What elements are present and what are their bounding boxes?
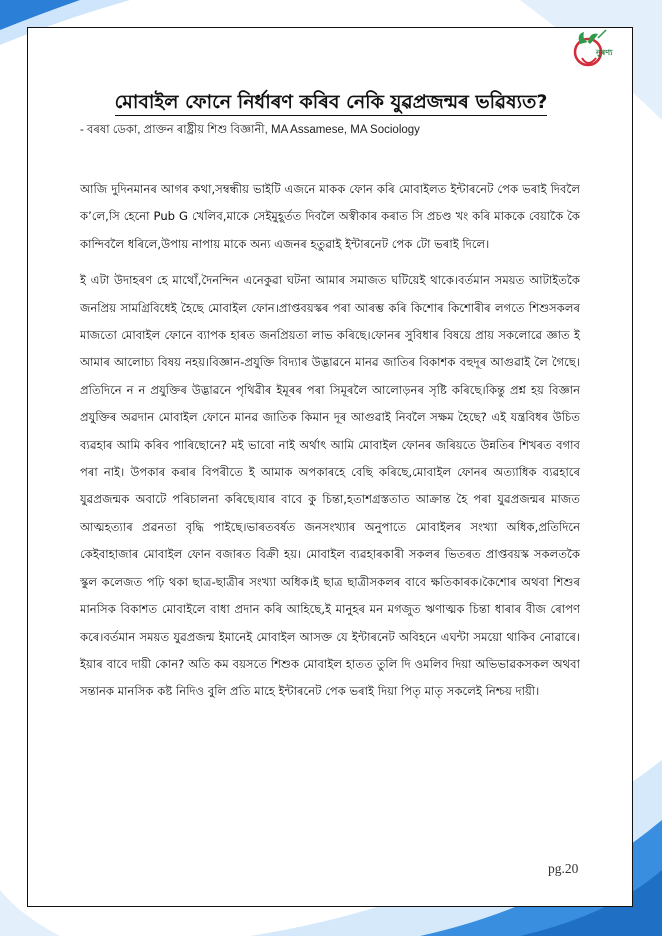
author-byline: - বৰষা ডেকা, প্ৰাক্তন ৰাষ্ট্ৰীয় শিশু বিজ্ঞানী, MA Assamese, MA Sociology [80,124,420,136]
title-text: মোবাইল ফোনে নিৰ্ধাৰণ কৰিব নেকি যুৱপ্ৰজন্মৰ ভৱিষ্যত? [115,91,548,116]
paragraph-2: ই এটা উদাহৰণ হে মাথোঁ,দৈনন্দিন এনেকুৱা ঘটনা আমাৰ সমাজত ঘটিয়েই থাকে।বৰ্তমান সময়ত আটাইতকৈ জনপ্ৰিয় সামগ্ৰিবিধেই হৈছে মোবাইল ফোন।প্ৰাপ্তবয়স্কৰ পৰা আৰম্ভ কৰি কিশোৰ কিশোৰীৰ লগতে শিশুসকলৰ মাজতো মোবাইল ফোনে ব্যাপক হাৰত জনপ্ৰিয়তা লাভ কৰিছে।ফোনৰ সুবিধাৰ বিষয়ে প্ৰায় সকলোৱে জ্ঞাত ই আমাৰ আলোচ্য বিষয় নহয়।বিজ্ঞান-প্ৰযুক্তি বিদ্যাৰ উদ্ভাৱনে মানৱ জাতিৰ বিকাশক বহুদূৰ আগুৱাই লৈ গৈছে।প্ৰতিদিনে ন ন প্ৰযুক্তিৰ উদ্ভাৱনে পৃথিৱীৰ ইমূৰৰ পৰা সিমূৰলৈ আলোড়নৰ সৃষ্টি কৰিছে।কিন্তু প্ৰশ্ন হয় বিজ্ঞান প্ৰযুক্তিৰ অৱদান মোবাইল ফোনে মানৱ জাতিক কিমান দূৰ আগুৱাই নিবলৈ সক্ষম হৈছে? এই যন্ত্ৰবিধৰ উচিত ব্যৱহাৰ আমি কৰিব পাৰিছোনে? মই ভাবো নাই অৰ্থাৎ আমি মোবাইল ফোনৰ জৰিয়তে উন্নতিৰ শিখৰত বগাব পৰা নাই। উপকাৰ কৰাৰ বিপৰীতে ই আমাক অপকাৰহে বেছি কৰিছে,মোবাইল ফোনৰ অত্যাধিক ব্যৱহাৰে যুৱপ্ৰজন্মক অবাটে পৰিচালনা কৰিছে।যাৰ বাবে কু চিন্তা,হতাশগ্ৰস্ততাত আক্ৰান্ত হৈ পৰা যুৱপ্ৰজন্মৰ মাজত আত্মহত্যাৰ প্ৰৱনতা বৃদ্ধি পাইছে।ভাৰতবৰ্ষত জনসংখ্যাৰ অনুপাতে মোবাইলৰ সংখ্যা অধিক,প্ৰতিদিনে কেইবাহাজাৰ মোবাইল ফোন বজাৰত বিক্ৰী হয়। মোবাইল ব্যৱহাৰকাৰী সকলৰ ভিতৰত প্ৰাপ্তবয়স্ক সকলতকৈ স্কুল কলেজত পঢ়ি থকা ছাত্ৰ-ছাত্ৰীৰ সংখ্যা অধিক।ই ছাত্ৰ ছাত্ৰীসকলৰ বাবে ক্ষতিকাৰক।কৈশোৰ অথবা শিশুৰ মানসিক বিকাশত মোবাইলে বাধা প্ৰদান কৰি আহিছে,ই মানুহৰ মন মগজুত ঋণাত্মক চিন্তা ধাৰাৰ বীজ ৰোপণ কৰে।বৰ্তমান সময়ত যুৱপ্ৰজন্ম ইমানেই মোবাইল আসক্ত যে ইন্টাৰনেট অবিহনে এঘন্টা সময়ো থাকিব নোৱাৰে।ইয়াৰ বাবে দায়ী কোন? অতি কম বয়সতে শিশুক মোবাইল হাতত তুলি দি ওমলিব দিয়া অভিভাৱকসকল অথবা সন্তানক মানসিক কষ্ট নিদিও বুলি প্ৰতি মাহে ইন্টাৰনেট পেক ভৰাই দিয়া পিতৃ মাতৃ সকলেই নিশ্চয় দায়ী। [80,273,580,699]
logo-text: নুৰণ্য [596,48,613,57]
page-title [0,88,662,120]
article-body [80,176,580,715]
paragraph-1: আজি দুদিনমানৰ আগৰ কথা,সম্বন্ধীয় ভাইটি এজনে মাকক ফোন কৰি মোবাইলত ইন্টাৰনেট পেক ভৰাই দিবলৈ ক’লে,সি হেনো Pub G খেলিব,মাকে সেইমুহূৰ্তত দিবলৈ অস্বীকাৰ কৰাত সি প্ৰচণ্ড খং কৰি মাককে বেয়াকৈ কৈ কান্দিবলৈ ধৰিলে,উপায় নাপায় মাকে অন্য এজনৰ হতুৱাই ইন্টাৰনেট পেক টো ভৰাই দিলে। [80,182,580,251]
page-number: pg.20 [548,861,579,876]
